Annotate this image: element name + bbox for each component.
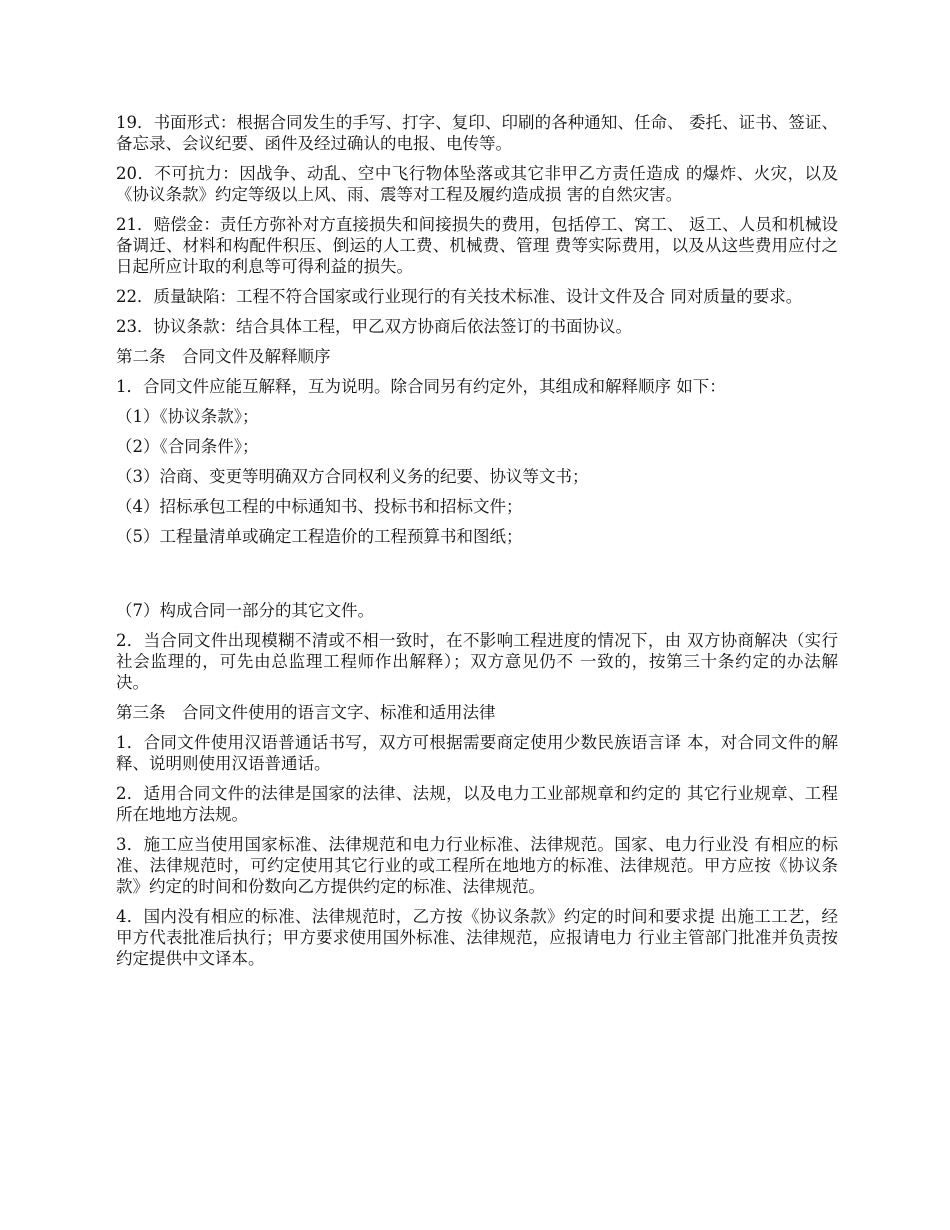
article-3-heading: 第三条 合同文件使用的语言文字、标准和适用法律	[116, 703, 496, 722]
clause-21-compensation: 21．赔偿金：责任方弥补对方直接损失和间接损失的费用，包括停工、窝工、 返工、人员和机械设备调迁、材料和构配件积压、倒运的人工费、机械费、管理 费等实际费用，以及从这些费用应付之日起所应计取的利息等可得利益的损失。	[116, 215, 838, 276]
list-item: （5）工程量清单或确定工程造价的工程预算书和图纸；	[116, 527, 523, 546]
article-3-item-2: 2．适用合同文件的法律是国家的法律、法规，以及电力工业部规章和约定的 其它行业规章、工程所在地地方法规。	[116, 784, 838, 824]
article-2-item-2: 2．当合同文件出现模糊不清或不相一致时，在不影响工程进度的情况下，由 双方协商解决（实行社会监理的，可先由总监理工程师作出解释）；双方意见仍不 一致的，按第三十条约定的办法解决。	[116, 631, 838, 692]
clause-22-quality-defect: 22．质量缺陷：工程不符合国家或行业现行的有关技术标准、设计文件及合 同对质量的要求。	[116, 287, 803, 306]
article-2-heading: 第二条 合同文件及解释顺序	[116, 347, 331, 366]
blank-gap	[116, 556, 838, 600]
list-item: （2）《合同条件》；	[116, 437, 259, 456]
clause-19-written-form: 19．书面形式：根据合同发生的手写、打字、复印、印刷的各种通知、任命、 委托、证书、签证、备忘录、会议纪要、函件及经过确认的电报、电传等。	[116, 113, 838, 153]
list-item: （7）构成合同一部分的其它文件。	[116, 601, 374, 620]
document-body	[116, 112, 838, 978]
list-item: （3）洽商、变更等明确双方合同权利义务的纪要、协议等文书；	[116, 467, 589, 486]
article-3-item-3: 3．施工应当使用国家标准、法律规范和电力行业标准、法律规范。国家、电力行业没 有相应的标准、法律规范时，可约定使用其它行业的或工程所在地地方的标准、法律规范。甲方应按《协议条款》约定的时间和份数向乙方提供约定的标准、法律规范。	[116, 835, 838, 896]
list-item: （1）《协议条款》；	[116, 407, 259, 426]
clause-20-force-majeure: 20．不可抗力：因战争、动乱、空中飞行物体坠落或其它非甲乙方责任造成 的爆炸、火灾，以及《协议条款》约定等级以上风、雨、震等对工程及履约造成损 害的自然灾害。	[116, 164, 838, 204]
list-item: （4）招标承包工程的中标通知书、投标书和招标文件；	[116, 497, 523, 516]
article-2-item-1: 1．合同文件应能互解释，互为说明。除合同另有约定外，其组成和解释顺序 如下：	[116, 377, 726, 396]
clause-23-agreement-terms: 23．协议条款：结合具体工程，甲乙双方协商后依法签订的书面协议。	[116, 317, 632, 336]
article-3-item-1: 1．合同文件使用汉语普通话书写，双方可根据需要商定使用少数民族语言译 本，对合同文件的解释、说明则使用汉语普通话。	[116, 733, 838, 773]
article-3-item-4: 4．国内没有相应的标准、法律规范时，乙方按《协议条款》约定的时间和要求提 出施工工艺，经甲方代表批准后执行；甲方要求使用国外标准、法律规范，应报请电力 行业主管部门批准并负责按约定提供中文译本。	[116, 907, 838, 968]
